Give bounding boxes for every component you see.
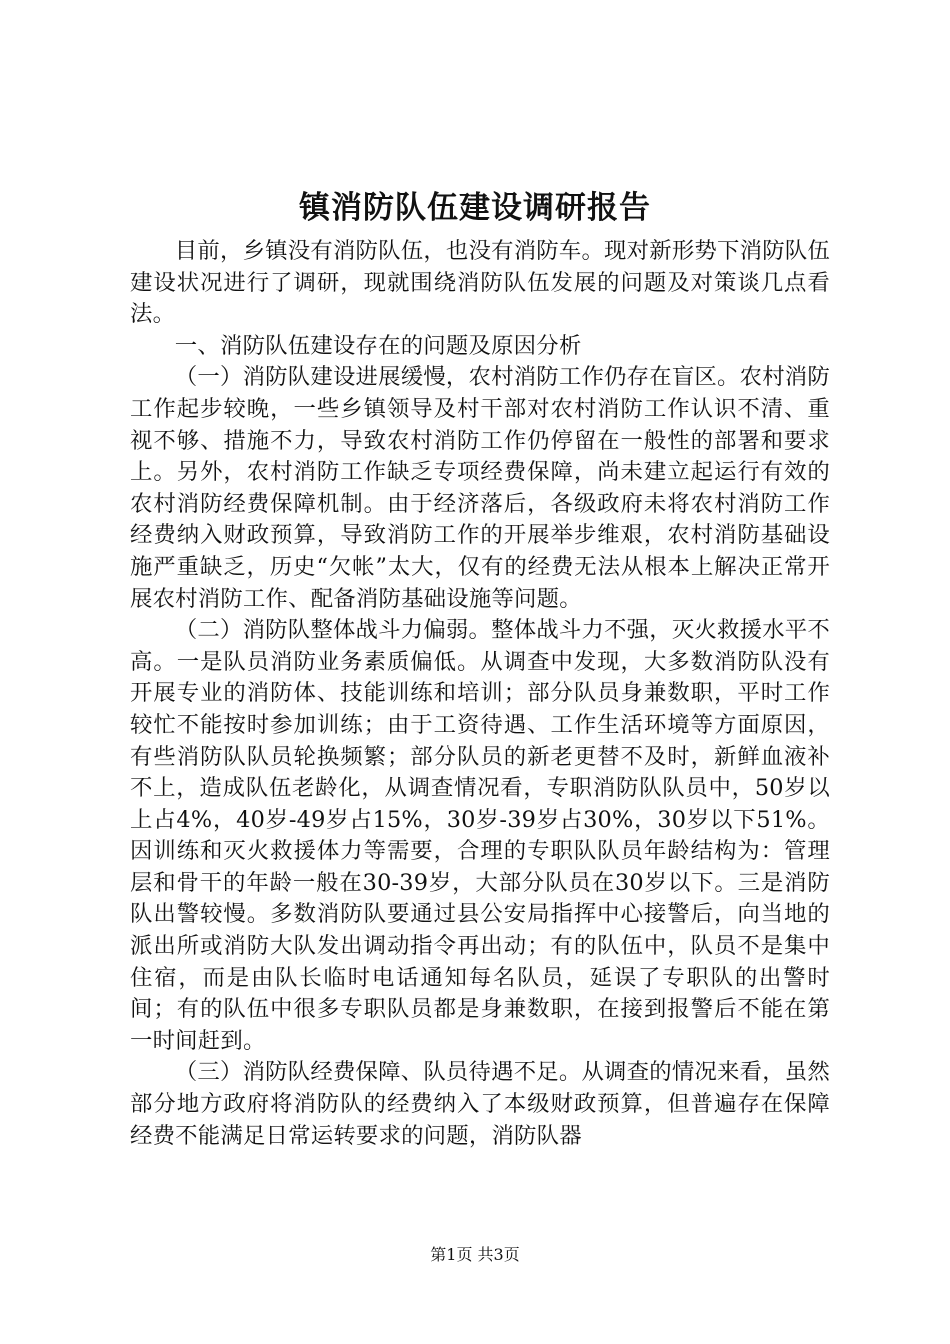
body-paragraph: （三）消防队经费保障、队员待遇不足。从调查的情况来看，虽然部分地方政府将消防队的经费纳入了本级财政预算，但普遍存在保障经费不能满足日常运转要求的问题，消防队器 [130,1059,830,1149]
document-title: 镇消防队伍建设调研报告 [299,190,651,226]
page-footer: 第1页 共3页 [430,1245,520,1264]
body-paragraph: （一）消防队建设进展缓慢，农村消防工作仍存在盲区。农村消防工作起步较晚，一些乡镇领导及村干部对农村消防工作认识不清、重视不够、措施不力，导致农村消防工作仍停留在一般性的部署和要求上。另外，农村消防工作缺乏专项经费保障，尚未建立起运行有效的农村消防经费保障机制。由于经济落后，各级政府未将农村消防工作经费纳入财政预算，导致消防工作的开展举步维艰，农村消防基础设施严重缺乏，历史“欠帐”太大，仅有的经费无法从根本上解决正常开展农村消防工作、配备消防基础设施等问题。 [130,364,830,612]
document-body [130,236,830,1152]
body-paragraph: （二）消防队整体战斗力偏弱。整体战斗力不强，灭火救援水平不高。一是队员消防业务素质偏低。从调查中发现，大多数消防队没有开展专业的消防体、技能训练和培训；部分队员身兼数职，平时工作较忙不能按时参加训练；由于工资待遇、工作生活环境等方面原因，有些消防队队员轮换频繁；部分队员的新老更替不及时，新鲜血液补不上，造成队伍老龄化，从调查情况看，专职消防队队员中，50岁以上占4%，40岁-49岁占15%，30岁-39岁占30%，30岁以下51%。因训练和灭火救援体力等需要，合理的专职队队员年龄结构为：管理层和骨干的年龄一般在30-39岁，大部分队员在30岁以下。三是消防队出警较慢。多数消防队要通过县公安局指挥中心接警后，向当地的派出所或消防大队发出调动指令再出动；有的队伍中，队员不是集中住宿，而是由队长临时电话通知每名队员，延误了专职队的出警时间；有的队伍中很多专职队员都是身兼数职，在接到报警后不能在第一时间赶到。 [130,617,830,1054]
intro-paragraph: 目前，乡镇没有消防队伍，也没有消防车。现对新形势下消防队伍建设状况进行了调研，现就围绕消防队伍发展的问题及对策谈几点看法。 [130,238,830,328]
section-heading: 一、消防队伍建设存在的问题及原因分析 [174,332,582,359]
